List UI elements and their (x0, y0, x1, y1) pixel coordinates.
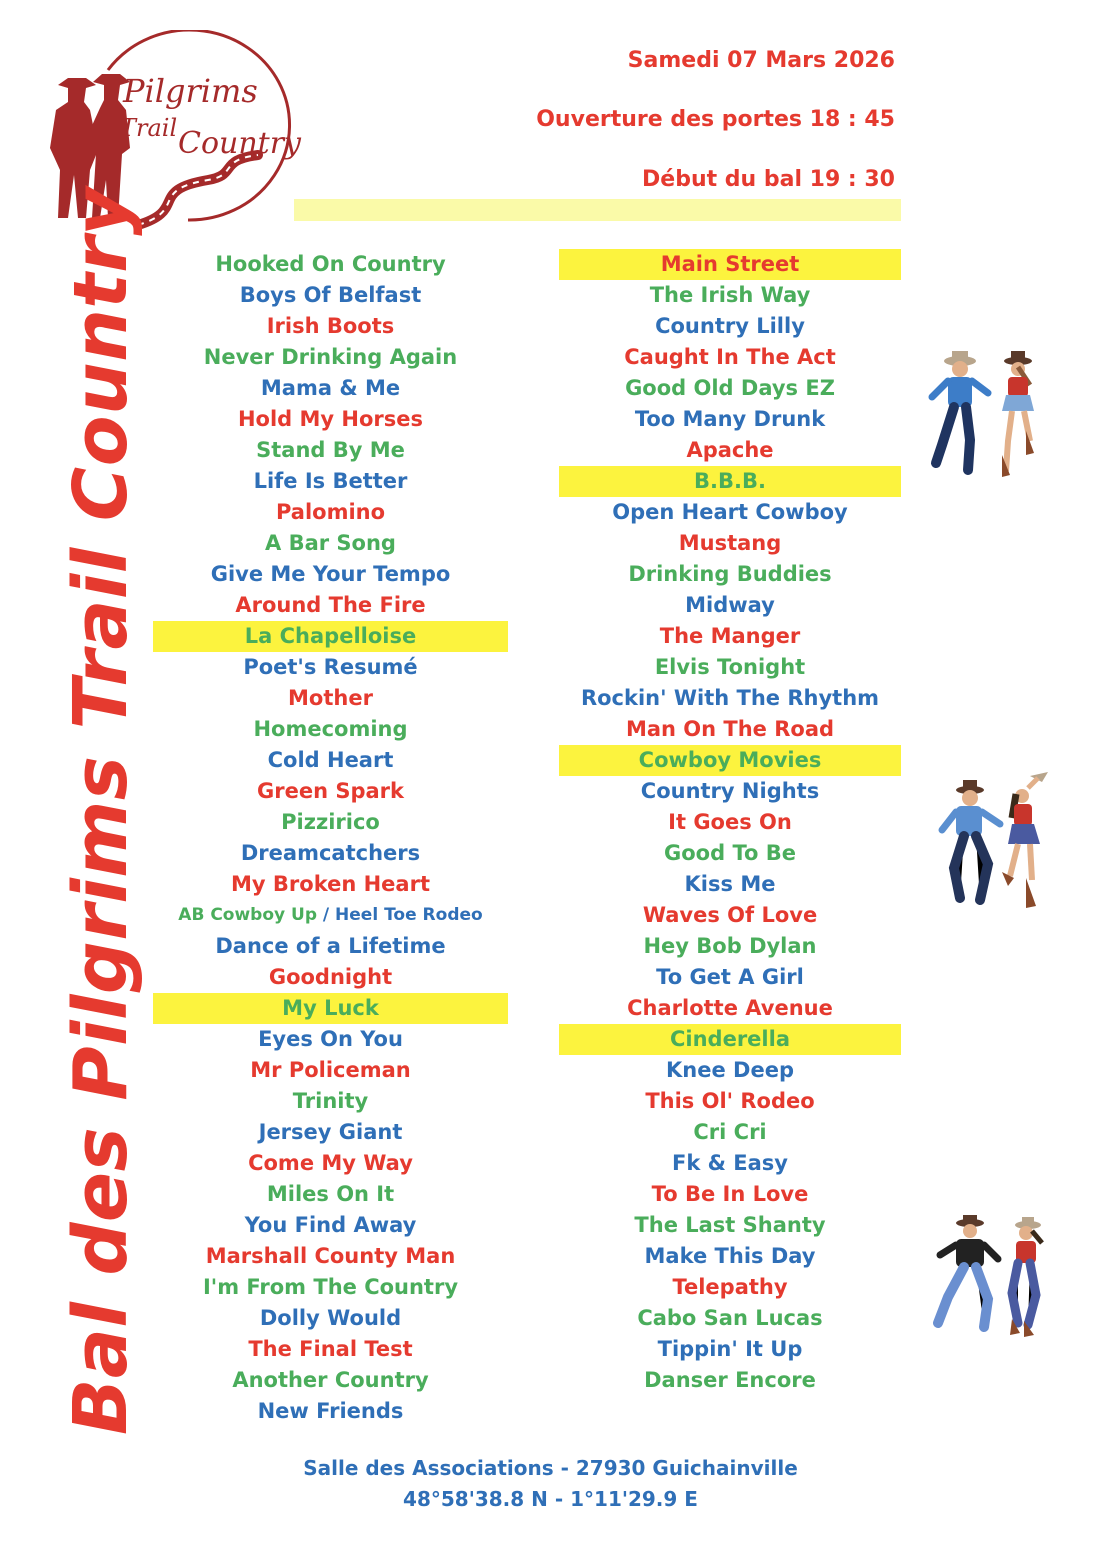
song-title-text: Poet's Resumé (243, 655, 418, 679)
song-title-text: Main Street (660, 252, 800, 276)
song-title (153, 776, 508, 807)
song-title-text: My Broken Heart (231, 872, 430, 896)
song-title (153, 745, 508, 776)
song-title-text: AB Cowboy Up (178, 905, 317, 925)
song-title-text: Hey Bob Dylan (643, 934, 817, 958)
song-title (559, 807, 901, 838)
dancing-couple-illustration-3 (932, 1215, 1062, 1340)
song-title (559, 1241, 901, 1272)
song-title-text: Fk & Easy (672, 1151, 788, 1175)
event-date: Samedi 07 Mars 2026 (627, 48, 895, 73)
song-title (559, 373, 901, 404)
song-title-text: Mother (288, 686, 373, 710)
song-title (559, 1086, 901, 1117)
song-title (559, 931, 901, 962)
song-title-text: The Last Shanty (634, 1213, 826, 1237)
song-title (153, 962, 508, 993)
song-title (559, 497, 901, 528)
song-title-text: Stand By Me (256, 438, 405, 462)
highlighted-song-title (153, 621, 508, 652)
song-title-text: Cinderella (669, 1027, 790, 1051)
song-title (153, 1055, 508, 1086)
song-title (153, 1365, 508, 1396)
song-title-text: Danser Encore (644, 1368, 816, 1392)
song-title-text: Mustang (678, 531, 782, 555)
logo-text-pilgrims: Pilgrims (123, 72, 258, 110)
song-title-text: Open Heart Cowboy (612, 500, 848, 524)
song-title-text: I'm From The Country (202, 1275, 459, 1299)
song-title-text: New Friends (257, 1399, 404, 1423)
song-title-text: La Chapelloise (244, 624, 417, 648)
song-title-text: Country Nights (640, 779, 820, 803)
song-title (153, 838, 508, 869)
song-title (559, 1365, 901, 1396)
song-title-text: Charlotte Avenue (627, 996, 833, 1020)
song-title-text: Miles On It (266, 1182, 395, 1206)
song-title-text: Marshall County Man (205, 1244, 456, 1268)
song-title (153, 900, 508, 931)
song-title-text: Green Spark (257, 779, 404, 803)
song-title (559, 1334, 901, 1365)
song-title-text: Cri Cri (693, 1120, 767, 1144)
logo-text-trail: Trail (120, 114, 178, 142)
song-title-text: Drinking Buddies (628, 562, 832, 586)
song-title-text: To Be In Love (651, 1182, 809, 1206)
song-title (153, 497, 508, 528)
song-title (559, 714, 901, 745)
song-title-text: Mr Policeman (250, 1058, 411, 1082)
song-title-text: Life Is Better (253, 469, 408, 493)
song-title-text: Give Me Your Tempo (210, 562, 451, 586)
song-title-text: Jersey Giant (258, 1120, 403, 1144)
song-title-text: Country Lilly (655, 314, 805, 338)
song-title-text: Mama & Me (260, 376, 401, 400)
song-title (153, 373, 508, 404)
song-title (153, 1396, 508, 1427)
song-title (559, 683, 901, 714)
song-title (153, 1148, 508, 1179)
song-title (153, 931, 508, 962)
song-title-text: Good To Be (664, 841, 796, 865)
song-title (153, 559, 508, 590)
playlist-left-column (153, 249, 508, 1427)
song-title (153, 435, 508, 466)
dancing-couple-illustration-1 (922, 345, 1052, 485)
song-title (559, 1179, 901, 1210)
song-title-text: Boys Of Belfast (239, 283, 422, 307)
song-title (153, 1303, 508, 1334)
highlighted-song-title (559, 745, 901, 776)
song-title-text: Come My Way (248, 1151, 413, 1175)
venue-address: Salle des Associations - 27930 Guichainville (303, 1456, 798, 1480)
song-title (559, 838, 901, 869)
song-title-text: Homecoming (253, 717, 408, 741)
song-title-text: Apache (686, 438, 774, 462)
song-title (153, 280, 508, 311)
song-title (153, 249, 508, 280)
song-title (153, 1272, 508, 1303)
song-title-text: My Luck (282, 996, 379, 1020)
song-title-text: Too Many Drunk (634, 407, 826, 431)
song-title-text: It Goes On (668, 810, 792, 834)
song-title (559, 311, 901, 342)
ball-start-time: Début du bal 19 : 30 (642, 167, 895, 192)
song-title-text: A Bar Song (265, 531, 396, 555)
song-title-text: Eyes On You (258, 1027, 403, 1051)
song-title-text: Telepathy (672, 1275, 788, 1299)
song-title-text: You Find Away (244, 1213, 417, 1237)
song-title-text: Around The Fire (235, 593, 426, 617)
song-title (559, 342, 901, 373)
song-title (153, 1117, 508, 1148)
song-title-text: Waves Of Love (642, 903, 818, 927)
song-title (559, 1055, 901, 1086)
doors-opening-time: Ouverture des portes 18 : 45 (536, 107, 895, 132)
song-title-text: To Get A Girl (656, 965, 804, 989)
song-title-text: The Final Test (248, 1337, 413, 1361)
song-title-text: Dolly Would (259, 1306, 402, 1330)
playlist-right-column (559, 249, 901, 1396)
highlighted-song-title (559, 1024, 901, 1055)
song-title (559, 1272, 901, 1303)
song-title-text: Kiss Me (684, 872, 776, 896)
song-title-text: Palomino (275, 500, 386, 524)
song-title-text: Pizzirico (281, 810, 380, 834)
song-title (153, 466, 508, 497)
highlighted-song-title (153, 993, 508, 1024)
song-title (153, 528, 508, 559)
song-title (153, 404, 508, 435)
song-title (153, 652, 508, 683)
song-title (153, 311, 508, 342)
song-title-text: Caught In The Act (624, 345, 836, 369)
song-title-text: Make This Day (644, 1244, 816, 1268)
song-title (153, 1086, 508, 1117)
header-highlight-bar (294, 199, 901, 221)
song-title-text-alt: / Heel Toe Rodeo (317, 905, 483, 925)
song-title (559, 435, 901, 466)
song-title-text: The Irish Way (649, 283, 811, 307)
song-title-text: Good Old Days EZ (625, 376, 835, 400)
song-title-text: This Ol' Rodeo (645, 1089, 815, 1113)
song-title-text: The Manger (659, 624, 801, 648)
highlighted-song-title (559, 466, 901, 497)
song-title-text: Cowboy Movies (638, 748, 822, 772)
song-title (559, 559, 901, 590)
song-title-text: Never Drinking Again (203, 345, 458, 369)
song-title (153, 1241, 508, 1272)
song-title-text: Goodnight (268, 965, 393, 989)
song-title-text: Hold My Horses (237, 407, 424, 431)
song-title-text: Dreamcatchers (240, 841, 421, 865)
song-title (559, 1303, 901, 1334)
song-title (559, 1148, 901, 1179)
song-title (559, 404, 901, 435)
song-title-text: Elvis Tonight (654, 655, 806, 679)
song-title (559, 776, 901, 807)
song-title (559, 528, 901, 559)
song-title (559, 1210, 901, 1241)
song-title (559, 621, 901, 652)
song-title (153, 807, 508, 838)
song-title (153, 342, 508, 373)
song-title-text: Irish Boots (266, 314, 395, 338)
song-title (559, 869, 901, 900)
song-title (153, 1179, 508, 1210)
song-title-text: Midway (685, 593, 775, 617)
song-title (153, 1024, 508, 1055)
logo-text-country: Country (178, 126, 302, 161)
song-title (559, 590, 901, 621)
song-title (153, 1210, 508, 1241)
vertical-event-title: Bal des Pilgrims Trail Country (58, 186, 144, 1435)
song-title (559, 962, 901, 993)
dancing-couple-illustration-2 (930, 768, 1065, 913)
gps-coordinates: 48°58'38.8 N - 1°11'29.9 E (403, 1487, 698, 1511)
song-title-text: Another Country (232, 1368, 429, 1392)
song-title (559, 280, 901, 311)
song-title (153, 590, 508, 621)
song-title-text: Cold Heart (267, 748, 394, 772)
song-title-text: Hooked On Country (215, 252, 446, 276)
song-title-text: Rockin' With The Rhythm (580, 686, 880, 710)
song-title-text: B.B.B. (694, 469, 766, 493)
song-title (559, 900, 901, 931)
song-title-text: Tippin' It Up (657, 1337, 803, 1361)
song-title (153, 869, 508, 900)
song-title-text: Cabo San Lucas (637, 1306, 823, 1330)
song-title-text: Man On The Road (625, 717, 835, 741)
song-title (153, 714, 508, 745)
song-title (559, 1117, 901, 1148)
song-title (153, 1334, 508, 1365)
highlighted-song-title (559, 249, 901, 280)
song-title (559, 993, 901, 1024)
song-title-text: Trinity (292, 1089, 369, 1113)
song-title-text: Dance of a Lifetime (215, 934, 446, 958)
song-title-text: Knee Deep (666, 1058, 794, 1082)
song-title (153, 683, 508, 714)
song-title (559, 652, 901, 683)
